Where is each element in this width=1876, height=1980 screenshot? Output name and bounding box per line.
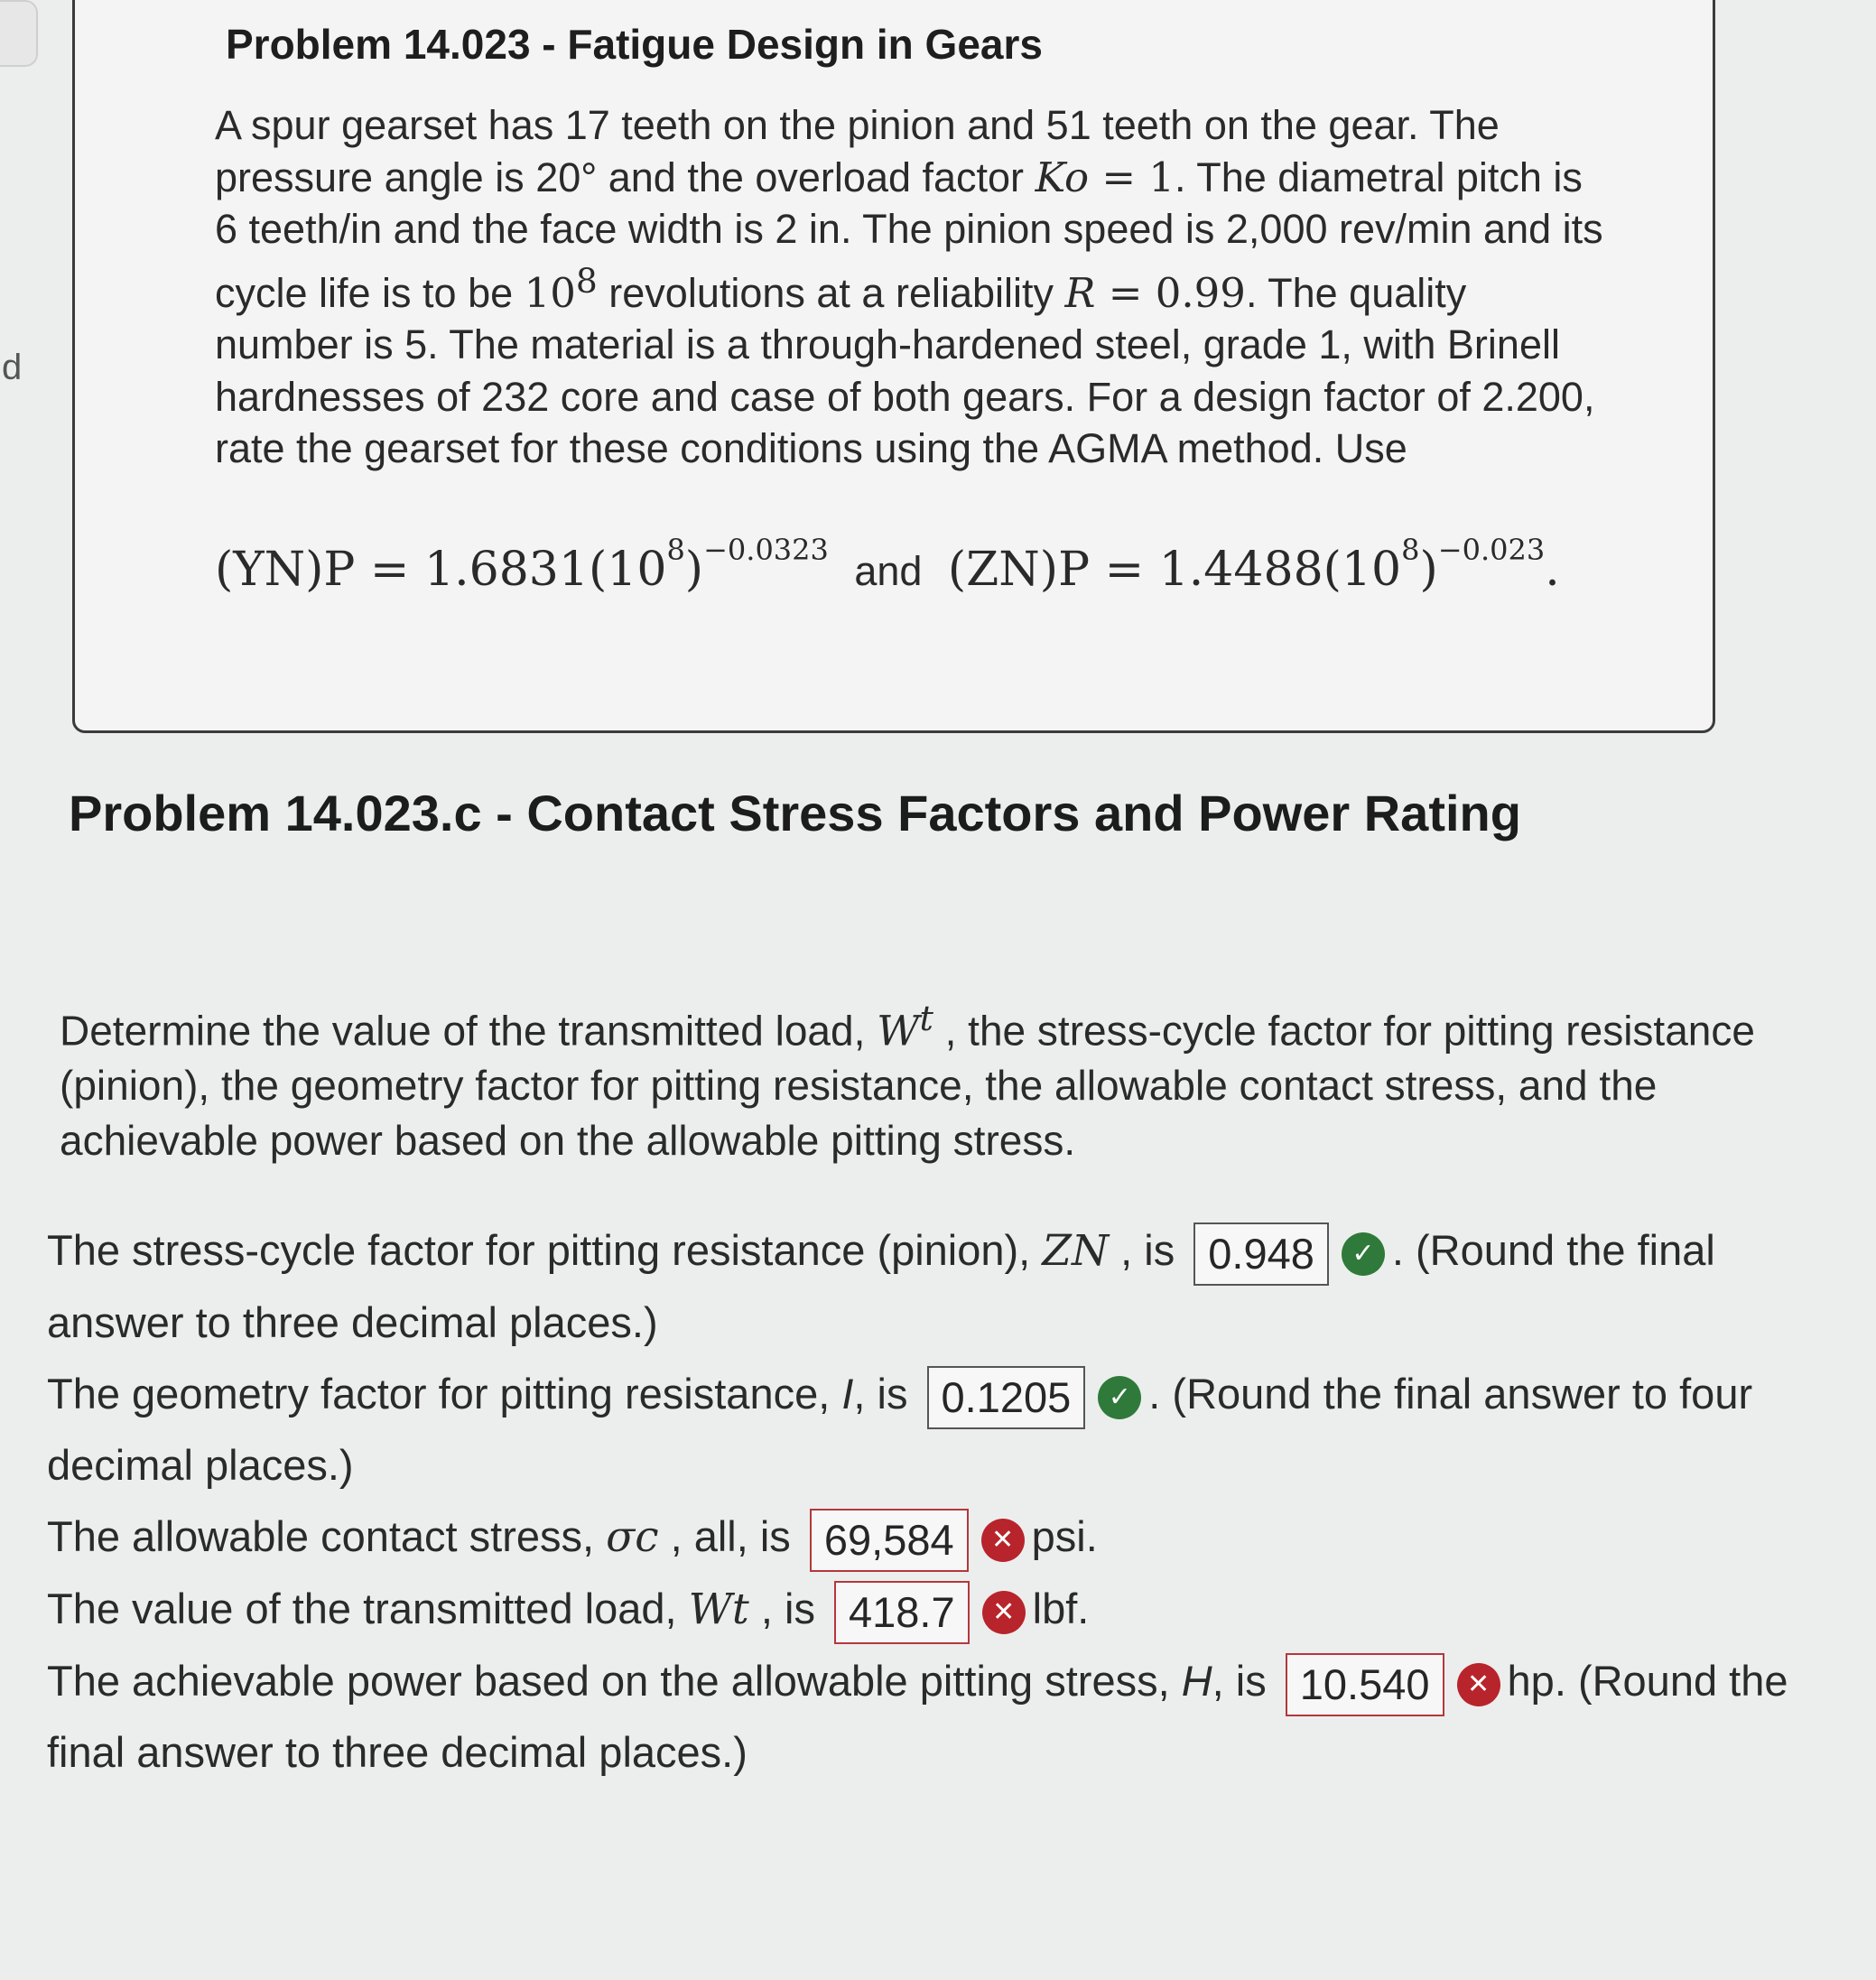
cycle-base: 10 <box>524 268 576 317</box>
zn-prompt: The stress-cycle factor for pitting resistance (pinion), <box>47 1226 1043 1274</box>
sigma-answer-field[interactable]: 69,584 <box>810 1509 969 1572</box>
zn-formula-close: ) <box>1419 543 1438 597</box>
answer-row-wt <box>47 1573 1834 1645</box>
incorrect-x-icon: ✕ <box>1457 1663 1500 1706</box>
problem-text-3: revolutions at a reliability <box>597 269 1065 316</box>
wt-unit: lbf. <box>1032 1585 1090 1632</box>
instructions-text-2: , the stress-cycle factor for pitting resistance (pinion), the geometry factor for pitting resistance, the allowable contact stress, and the achievable power based on the allowable pitting stress. <box>60 1007 1755 1165</box>
problem-title: Problem 14.023 - Fatigue Design in Gears <box>226 21 1043 68</box>
sigma-prompt: The allowable contact stress, <box>47 1512 607 1560</box>
i-prompt: The geometry factor for pitting resistance, <box>47 1370 842 1418</box>
sidebar-letter: d <box>2 348 23 387</box>
h-unit-instruction: hp. (Round the final answer to three decimal places.) <box>47 1657 1788 1776</box>
sigma-prompt-mid: , all, is <box>658 1512 791 1560</box>
r-symbol: R <box>1064 268 1096 317</box>
i-instruction: . (Round the final answer to four decimal places.) <box>47 1370 1753 1489</box>
h-answer-field[interactable]: 10.540 <box>1286 1653 1444 1716</box>
section-title: Problem 14.023.c - Contact Stress Factors and Power Rating <box>69 785 1521 841</box>
i-answer-field[interactable]: 0.1205 <box>927 1366 1086 1429</box>
wt-superscript: t <box>919 999 933 1039</box>
answer-row-i <box>47 1358 1834 1501</box>
problem-text-4: . The quality number is 5. The material is a through-hardened steel, grade 1, with Brinell hardnesses of 232 core and case of both gears. For a design factor of 2.200, rate the gearset for these conditions using the AGMA method. Use <box>215 269 1595 471</box>
life-factor-formulas <box>215 533 1560 597</box>
zn-exponent: −0.023 <box>1437 533 1546 567</box>
h-prompt-mid: , is <box>1212 1657 1267 1705</box>
problem-text-2: . The diametral pitch is 6 teeth/in and the face width is 2 in. The pinion speed is 2,000 rev/min and its cycle life is to be <box>215 153 1603 316</box>
instructions <box>60 991 1775 1168</box>
sigma-unit: psi. <box>1031 1512 1098 1560</box>
yn-exponent: −0.0323 <box>703 533 829 567</box>
r-value: = 0.99 <box>1095 268 1246 317</box>
zn-answer-field[interactable]: 0.948 <box>1193 1222 1329 1286</box>
zn-inner-exponent: 8 <box>1401 533 1420 567</box>
wt-prompt-mid: , is <box>748 1585 815 1632</box>
yn-formula-close: ) <box>684 543 704 597</box>
yn-inner-exponent: 8 <box>666 533 685 567</box>
wt-symbol: W <box>877 1006 920 1055</box>
h-symbol: H <box>1181 1657 1212 1705</box>
instructions-text-1: Determine the value of the transmitted load, <box>60 1007 878 1055</box>
ko-symbol: Ko <box>1035 153 1090 201</box>
wt-prompt: The value of the transmitted load, <box>47 1585 689 1632</box>
answer-row-sigma <box>47 1501 1834 1573</box>
correct-check-icon: ✓ <box>1342 1232 1385 1276</box>
zn-formula: (ZN)P = 1.4488(10 <box>947 543 1402 597</box>
answer-list <box>47 1214 1834 1788</box>
answer-row-h <box>47 1645 1834 1788</box>
incorrect-x-icon: ✕ <box>981 1519 1025 1562</box>
incorrect-x-icon: ✕ <box>982 1591 1026 1634</box>
i-symbol: I <box>841 1370 854 1418</box>
ko-value: = 1 <box>1089 153 1175 201</box>
zn-symbol: ZN <box>1042 1226 1110 1276</box>
problem-text-1: A spur gearset has 17 teeth on the pinion and 51 teeth on the gear. The pressure angle is 20° and the overload factor <box>215 102 1500 200</box>
i-prompt-mid: , is <box>853 1370 908 1418</box>
sigma-symbol: σc <box>606 1512 659 1562</box>
zn-instruction: . (Round the final answer to three decimal places.) <box>47 1226 1715 1346</box>
wt-answer-symbol: Wt <box>688 1585 749 1634</box>
formula-end: . <box>1545 543 1560 597</box>
answer-row-zn <box>47 1214 1834 1358</box>
h-prompt: The achievable power based on the allowable pitting stress, <box>47 1657 1182 1705</box>
formula-and: and <box>854 548 923 594</box>
yn-formula: (YN)P = 1.6831(10 <box>215 543 667 597</box>
correct-check-icon: ✓ <box>1098 1376 1141 1419</box>
cycle-exponent: 8 <box>575 260 598 301</box>
sidebar-tab[interactable] <box>0 0 38 67</box>
problem-statement <box>215 99 1605 475</box>
wt-answer-field[interactable]: 418.7 <box>834 1581 970 1644</box>
zn-prompt-mid: , is <box>1109 1226 1175 1274</box>
